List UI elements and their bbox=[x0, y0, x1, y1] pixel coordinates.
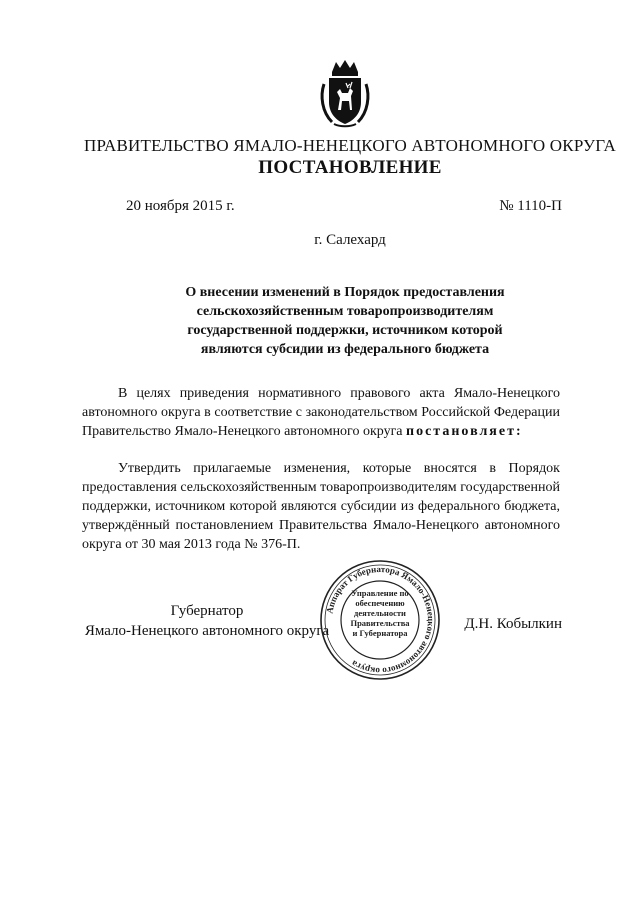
seal-inner-line: и Губернатора bbox=[352, 628, 408, 638]
signatory-title-line: Губернатор bbox=[170, 603, 244, 619]
document-type-heading: ПОСТАНОВЛЕНИЕ bbox=[258, 157, 442, 178]
signatory-name: Д.Н. Кобылкин bbox=[464, 616, 562, 632]
document-number: № 1110-П bbox=[499, 198, 562, 214]
seal-inner-text bbox=[340, 588, 420, 638]
paragraph-1-emphasis: постановляет: bbox=[406, 424, 523, 439]
signatory-title-line: Ямало-Ненецкого автономного округа bbox=[84, 623, 330, 639]
subject-line: государственной поддержки, источником которой bbox=[187, 323, 503, 338]
body-paragraph-1 bbox=[82, 384, 560, 441]
document-subject bbox=[130, 283, 560, 359]
body-paragraph-2: Утвердить прилагаемые изменения, которые вносятся в Порядок предоставления сельскохозяйственным товаропроизводителям государственной поддержки, источником которой являются субсидии из федерального бюджета, утверждённый постановлением Правительства Ямало-Ненецкого автономного округа от 30 мая 2013 года № 376-П. bbox=[82, 461, 560, 552]
paragraph-1-text: В целях приведения нормативного правового акта Ямало-Ненецкого автономного округа в соответствие с законодательством Российской Федерации Правительство Ямало-Ненецкого автономного округа bbox=[82, 386, 560, 439]
seal-inner-line: Правительства bbox=[350, 618, 410, 628]
document-date: 20 ноября 2015 г. bbox=[126, 198, 235, 214]
seal-ring-text-path: Аппарат Губернатора Ямало-Ненецкого автономного округа bbox=[324, 563, 437, 677]
document-city: г. Салехард bbox=[314, 232, 386, 248]
organization-title: ПРАВИТЕЛЬСТВО ЯМАЛО-НЕНЕЦКОГО АВТОНОМНОГО ОКРУГА bbox=[84, 136, 616, 155]
subject-line: сельскохозяйственным товаропроизводителям bbox=[196, 304, 494, 319]
signatory-title bbox=[82, 601, 332, 641]
coat-of-arms-icon bbox=[318, 58, 372, 128]
seal-inner-line: Управление по bbox=[351, 588, 409, 598]
subject-line: О внесении изменений в Порядок предоставления bbox=[185, 285, 505, 300]
seal-inner-line: деятельности bbox=[354, 608, 406, 618]
seal-inner-line: обеспечению bbox=[355, 598, 405, 608]
subject-line: являются субсидии из федерального бюджета bbox=[200, 342, 490, 357]
